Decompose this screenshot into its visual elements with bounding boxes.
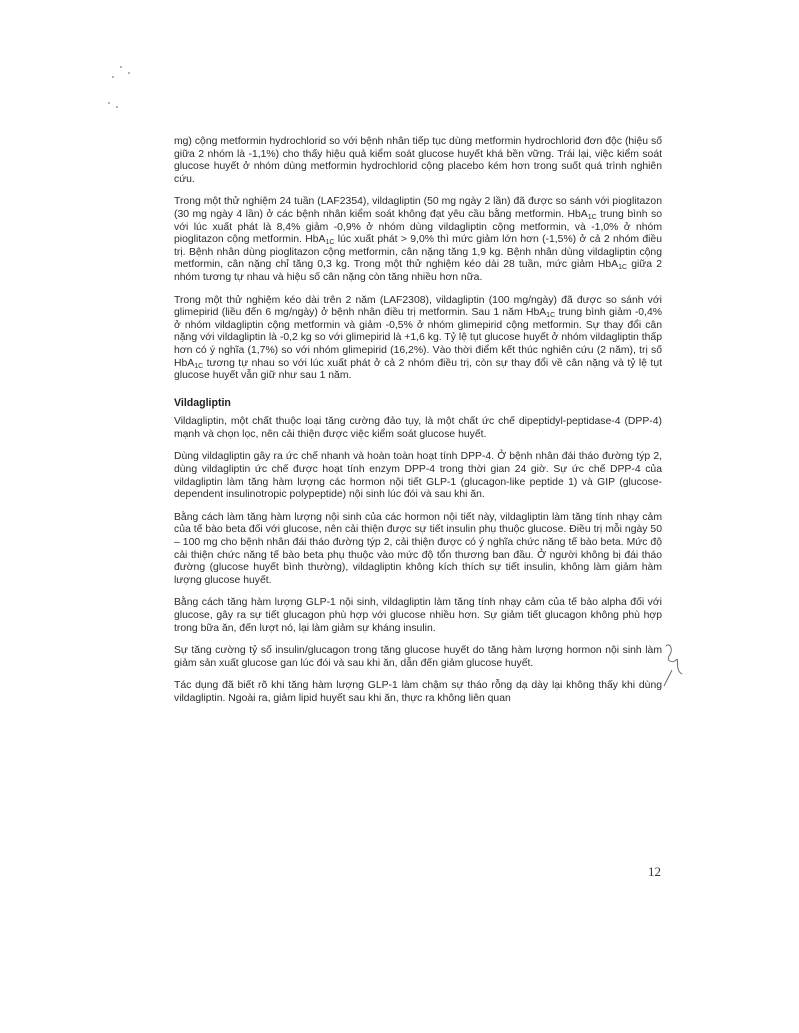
paragraph: Dùng vildagliptin gây ra ức chế nhanh và hoàn toàn hoạt tính DPP-4. Ở bệnh nhân đái tháo đường týp 2, dùng vildagliptin ức chế được hoạt tính enzym DPP-4 trong thời gian 24 giờ. Sự ức chế DPP-4 của vildagliptin làm tăng hàm lượng các hormon nội tiết GLP-1 (glucagon-like peptide 1) và GIP (glucose-dependent insulinotropic polypeptide) nội sinh lúc đói và sau khi ăn.	[174, 451, 662, 501]
paragraph-laf2308	[174, 295, 662, 383]
body-text	[174, 136, 662, 716]
subscript: 1C	[618, 264, 628, 272]
text-run: trung bình giảm -0,4% ở nhóm vildagliptin cộng metformin và giảm -0,5% ở nhóm glimepirid cộng metformin. Sự thay đổi cân nặng với vildagliptin là -0,2 kg so với glimepirid là +1,6 kg. Tỷ lệ tụt glucose huyết ở nhóm vildagliptin thấp hơn có ý nghĩa (1,7%) so với nhóm glimepirid (16,2%). Vào thời điểm kết thúc nghiên cứu (2 năm), trị số HbA	[174, 307, 662, 369]
paragraph: Bằng cách tăng hàm lượng GLP-1 nội sinh, vildagliptin làm tăng tính nhạy cảm của tế bào alpha đối với glucose, gây ra sự tiết glucagon phù hợp với glucose nhiều hơn. Sự giảm tiết glucagon không phù hợp trong bữa ăn, đến lượt nó, lại làm giảm sự kháng insulin.	[174, 597, 662, 634]
page-number: 12	[648, 864, 661, 879]
text-run: Trong một thử nghiệm kéo dài trên 2 năm (LAF2308), vildagliptin (100 mg/ngày) đã được so sánh với glimepirid (liều đến 6 mg/ngày) ở bệnh nhân điều trị metformin. Sau 1 năm HbA	[174, 294, 662, 319]
subscript: 1C	[546, 312, 556, 320]
text-run: trung bình so với lúc xuất phát là 8,4% giảm -0,9% ở nhóm dùng vildagliptin cộng metformin, và -1,0% ở nhóm pioglitazon cộng metformin. HbA	[174, 208, 662, 246]
subscript: 1C	[194, 362, 204, 370]
paragraph: Vildagliptin, một chất thuộc loại tăng cường đảo tụy, là một chất ức chế dipeptidyl-peptidase-4 (DPP-4) mạnh và chọn lọc, nên cải thiện được việc kiểm soát glucose huyết.	[174, 416, 662, 440]
text-run: lúc xuất phát > 9,0% thì mức giảm lớn hơn (-1,5%) ở cả 2 nhóm điều trị. Bệnh nhân dùng pioglitazon cộng metformin, cân nặng tăng 1,9 kg. Bệnh nhân dùng vildagliptin cộng metformin, cân nặng chỉ tăng 0,3 kg. Trong một thử nghiệm kéo dài 28 tuần, mức giảm HbA	[174, 234, 662, 271]
paragraph: mg) cộng metformin hydrochlorid so với bệnh nhân tiếp tục dùng metformin hydrochlorid đơn độc (hiệu số giữa 2 nhóm là -1,1%) cho thấy hiệu quả kiểm soát glucose huyết khá bền vững. Trái lại, việc kiểm soát glucose huyết ở nhóm dùng metformin hydrochlorid cộng placebo kém hơn trong suốt quá trình nghiên cứu.	[174, 136, 662, 185]
paragraph-laf2354	[174, 196, 662, 284]
scan-speck	[108, 102, 110, 104]
paragraph: Tác dụng đã biết rõ khi tăng hàm lượng GLP-1 làm chậm sự tháo rỗng dạ dày lại không thấy khi dùng vildagliptin. Ngoài ra, giảm lipid huyết sau khi ăn, thực ra không liên quan	[174, 680, 662, 704]
scan-specks	[100, 62, 140, 112]
subscript: 1C	[325, 239, 335, 247]
subscript: 1C	[587, 213, 597, 221]
scan-speck	[112, 76, 114, 78]
paragraph: Bằng cách làm tăng hàm lượng nội sinh của các hormon nội tiết này, vildagliptin làm tăng tính nhạy cảm của tế bào beta đối với glucose, nên cải thiện được sự tiết insulin phụ thuộc glucose. Điều trị mỗi ngày 50 – 100 mg cho bệnh nhân đái tháo đường týp 2, cải thiện được có ý nghĩa chức năng tế bào beta. Mức độ cải thiện chức năng tế bào beta phụ thuộc vào mức độ tổn thương ban đầu. Ở người không bị đái tháo đường (glucose huyết bình thường), vildagliptin không kích thích sự tiết insulin, không làm giảm hàm lượng glucose huyết.	[174, 511, 662, 586]
scan-speck	[116, 106, 118, 108]
scan-speck	[128, 72, 130, 74]
section-heading: Vildagliptin	[174, 396, 231, 409]
paragraph: Sự tăng cường tỷ số insulin/glucagon trong tăng glucose huyết do tăng hàm lượng hormon nội sinh làm giảm sản xuất glucose gan lúc đói và sau khi ăn, dẫn đến giảm glucose huyết.	[174, 645, 662, 669]
signature-stroke	[664, 645, 682, 686]
text-run: tương tự nhau so với lúc xuất phát ở cả 2 nhóm điều trị, còn sự thay đổi về cân nặng và tỷ lệ tụt glucose huyết vẫn giữ như sau 1 năm.	[174, 357, 662, 382]
scan-speck	[120, 66, 122, 68]
text-run: Trong một thử nghiệm 24 tuần (LAF2354), vildagliptin (50 mg ngày 2 lần) đã được so sánh với pioglitazon (30 mg ngày 4 lần) ở các bệnh nhân kiểm soát không đạt yêu cầu bằng metformin. HbA	[174, 196, 662, 220]
initials-signature	[660, 640, 690, 690]
text-run: giữa 2 nhóm tương tự nhau và hiệu số cân nặng còn tăng nhiều hơn nữa.	[174, 259, 662, 283]
